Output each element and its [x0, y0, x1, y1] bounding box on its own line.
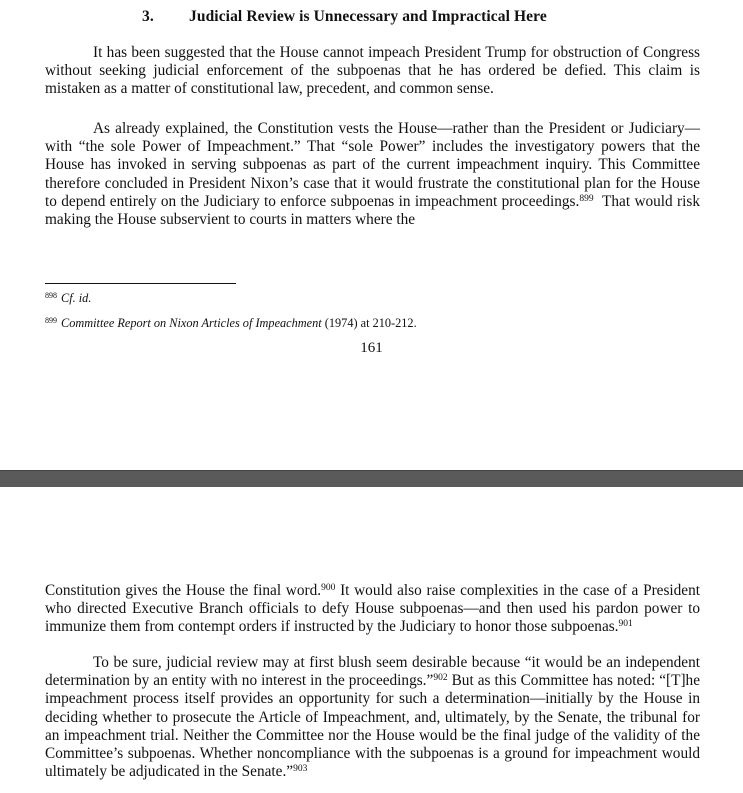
- footnote-suffix: (1974) at 210-212.: [321, 316, 417, 330]
- paragraph-text: To be sure, judicial review may at first blush seem desirable because “it would be an independent determination by an entity with no interest in the proceedings.”: [45, 654, 700, 690]
- paragraph: [45, 654, 700, 781]
- footnote-ref[interactable]: 902: [433, 673, 448, 684]
- footnote: [45, 316, 417, 331]
- footnote-text: Cf. id.: [61, 291, 92, 305]
- footnote-ref[interactable]: 903: [293, 764, 308, 775]
- footnote-number: 899: [45, 316, 57, 325]
- section-number: 3.: [142, 8, 154, 25]
- document-page-162: [0, 487, 743, 793]
- paragraph-text: It would also raise complexities in the case of a President who directed Executive Branch officials to defy House subpoenas—and then used his pardon power to immunize them from contempt orders if instructed by the Judiciary to honor those subpoenas.: [45, 582, 700, 636]
- paragraph: [45, 120, 700, 229]
- footnote-number: 898: [45, 291, 57, 300]
- footnote-divider: [45, 283, 236, 284]
- footnote: [45, 291, 91, 306]
- paragraph-continuation: That would risk making the House subservient to courts in matters where the: [45, 192, 700, 229]
- footnote-ref[interactable]: 900: [321, 583, 336, 593]
- paragraph: [45, 582, 700, 637]
- page-number: 161: [360, 340, 383, 356]
- paragraph-text: Constitution gives the House the final word.: [45, 582, 322, 599]
- paragraph-text: As already explained, the Constitution vests the House—rather than the President or Judiciary—with “the sole Power of Impeachment.” That “sole Power” includes the investigatory powers that the House has invoked in serving subpoenas as part of the current impeachment inquiry. This Committee therefore concluded in President Nixon’s case that it would frustrate the constitutional plan for the House to depend entirely on the Judiciary to enforce subpoenas in impeachment proceedings.: [45, 120, 700, 210]
- page-separator: [0, 470, 743, 488]
- paragraph-text: But as this Committee has noted: “[T]he impeachment process itself provides an opportunity for such a determination—initially by the House in deciding whether to prosecute the Article of Impeachment, and, ultimately, by the Senate, the tribunal for an impeachment trial. Neither the Committee nor the House would be the final judge of the validity of the Committee’s subpoenas. Whether noncompliance with the subpoenas is a ground for impeachment would ultimately be adjudicated in the Senate.”: [45, 672, 701, 781]
- footnote-ref[interactable]: 899: [579, 193, 594, 204]
- footnote-text: Committee Report on Nixon Articles of Impeachment: [61, 316, 322, 330]
- section-title: Judicial Review is Unnecessary and Impractical Here: [189, 8, 547, 25]
- section-heading: [142, 8, 547, 26]
- paragraph-text: It has been suggested that the House cannot impeach President Trump for obstruction of Congress without seeking judicial enforcement of the subpoenas that he has ordered be defied. This claim is mistaken as a matter of constitutional law, precedent, and common sense.: [45, 44, 700, 98]
- footnote-ref[interactable]: 901: [618, 619, 633, 630]
- paragraph: [45, 44, 700, 99]
